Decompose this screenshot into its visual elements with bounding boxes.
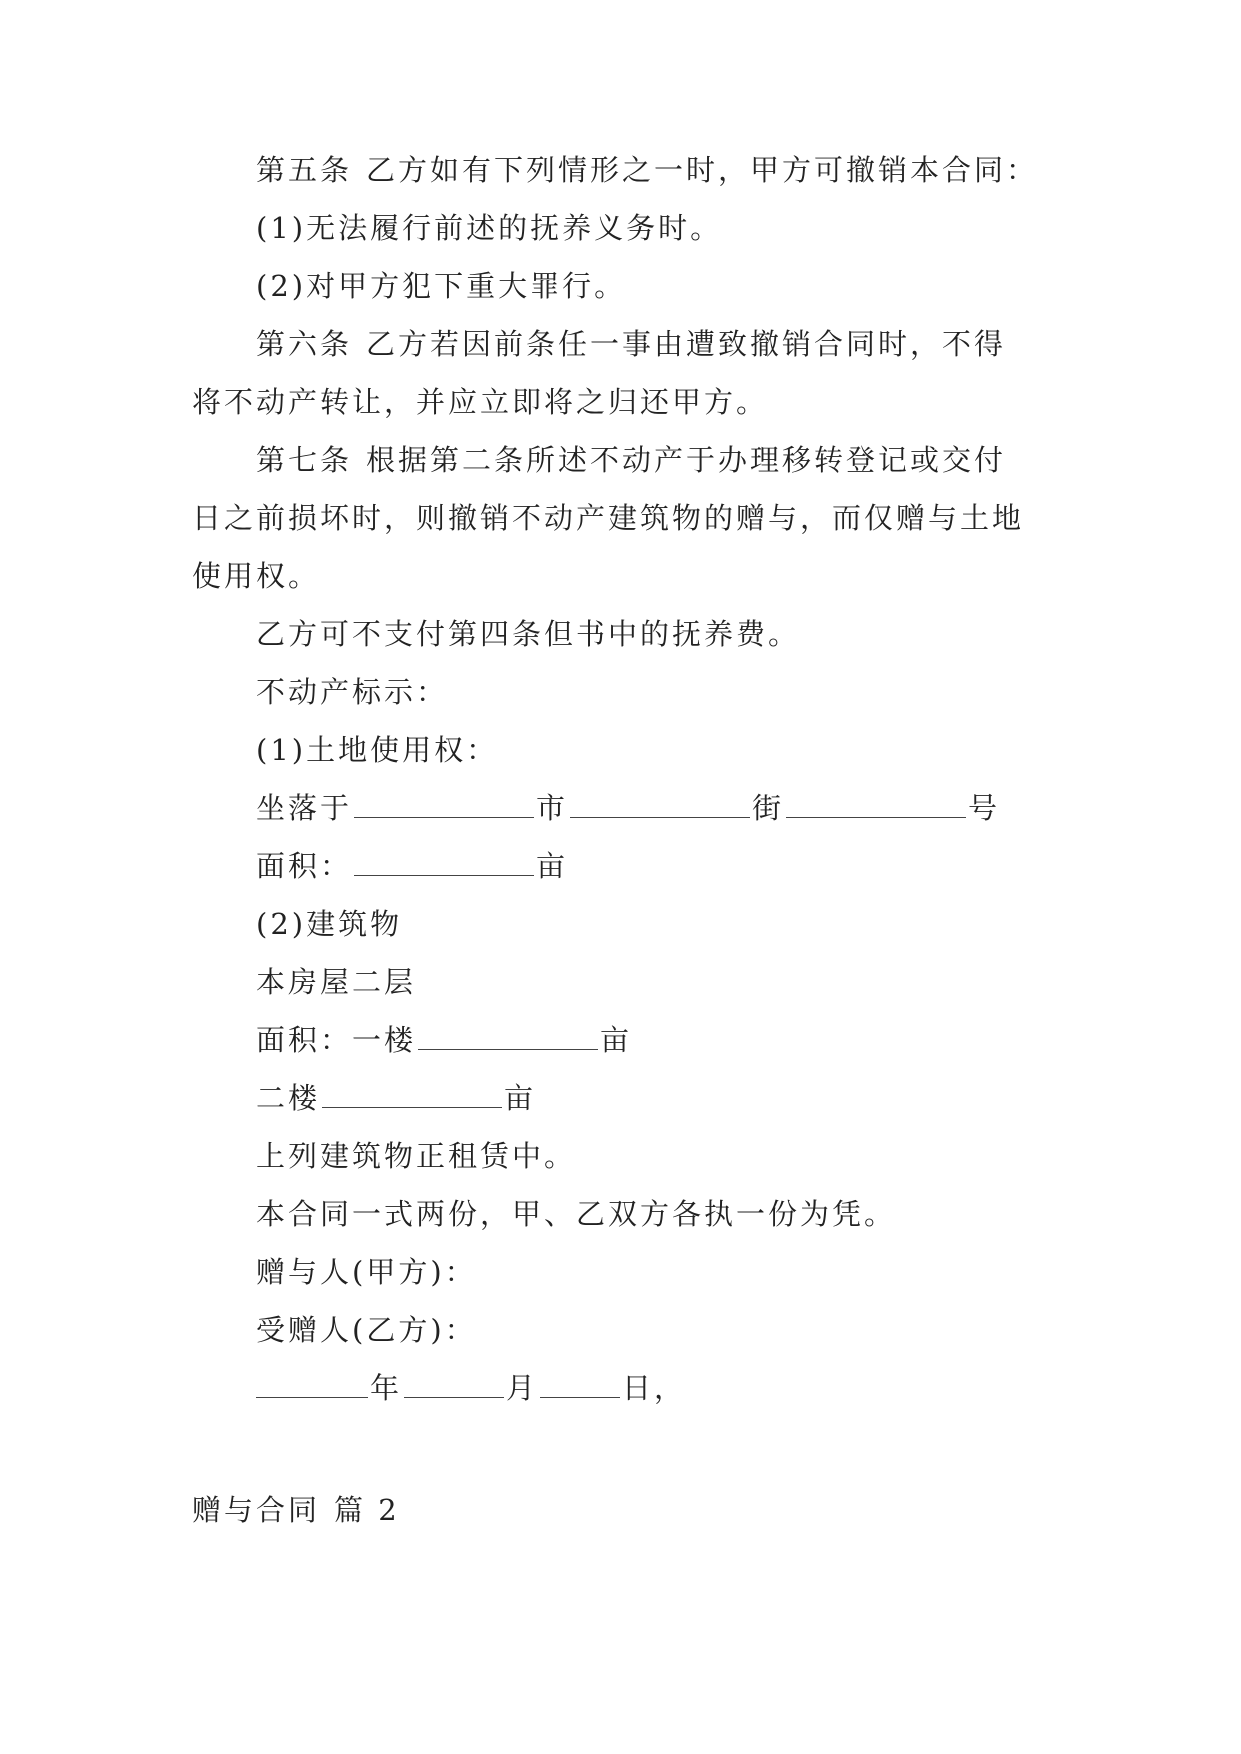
location-street-label: 街 bbox=[752, 791, 785, 825]
floor-1-area-line bbox=[256, 1020, 632, 1060]
date-day-label: 日， bbox=[622, 1371, 687, 1405]
floor-1-unit: 亩 bbox=[600, 1023, 633, 1057]
date-year-label: 年 bbox=[370, 1371, 403, 1405]
floor-2-area-line bbox=[256, 1078, 536, 1118]
location-blank-1 bbox=[354, 793, 534, 818]
article-5-text: 乙方如有下列情形之一时，甲方可撤销本合同： bbox=[366, 153, 1039, 187]
location-blank-2 bbox=[570, 793, 750, 818]
section-2-heading bbox=[192, 1490, 400, 1530]
article-5-item-2: (2)对甲方犯下重大罪行。 bbox=[256, 269, 627, 303]
article-7-text-cont-1: 日之前损坏时，则撤销不动产建筑物的赠与，而仅赠与土地 bbox=[192, 501, 1025, 535]
article-5-title: 第五条 bbox=[256, 153, 353, 187]
copies-note: 本合同一式两份，甲、乙双方各执一份为凭。 bbox=[256, 1197, 897, 1231]
area-unit: 亩 bbox=[536, 849, 569, 883]
article-7-title: 第七条 bbox=[256, 443, 353, 477]
donee-signature-label: 受赠人(乙方)： bbox=[256, 1313, 477, 1347]
location-label: 坐落于 bbox=[256, 791, 353, 825]
article-6-text: 乙方若因前条任一事由遭致撤销合同时，不得 bbox=[366, 327, 1007, 361]
land-heading: (1)土地使用权： bbox=[256, 733, 499, 767]
floor-1-label: 面积：一楼 bbox=[256, 1023, 417, 1057]
article-7-text: 根据第二条所述不动产于办理移转登记或交付 bbox=[366, 443, 1007, 477]
date-year-blank bbox=[256, 1373, 368, 1398]
article-5 bbox=[256, 150, 1038, 190]
building-heading: (2)建筑物 bbox=[256, 907, 403, 941]
date-month-blank bbox=[404, 1373, 504, 1398]
location-line bbox=[256, 788, 1000, 828]
area-blank bbox=[354, 851, 534, 876]
date-day-blank bbox=[540, 1373, 620, 1398]
article-7-text-cont-2: 使用权。 bbox=[192, 559, 321, 593]
floor-2-blank bbox=[322, 1083, 502, 1108]
donor-signature-label: 赠与人(甲方)： bbox=[256, 1255, 477, 1289]
property-heading: 不动产标示： bbox=[256, 675, 449, 709]
section-2-number: 篇 2 bbox=[334, 1493, 400, 1527]
floor-1-blank bbox=[418, 1025, 598, 1050]
article-6-text-cont: 将不动产转让，并应立即将之归还甲方。 bbox=[192, 385, 769, 419]
floor-2-label: 二楼 bbox=[256, 1081, 321, 1115]
lease-note: 上列建筑物正租赁中。 bbox=[256, 1139, 577, 1173]
location-city-label: 市 bbox=[536, 791, 569, 825]
area-label: 面积： bbox=[256, 849, 353, 883]
article-6 bbox=[256, 324, 1006, 364]
area-line bbox=[256, 846, 568, 886]
date-line bbox=[256, 1368, 686, 1408]
floor-2-unit: 亩 bbox=[504, 1081, 537, 1115]
location-blank-3 bbox=[786, 793, 966, 818]
location-number-label: 号 bbox=[968, 791, 1001, 825]
section-2-title: 赠与合同 bbox=[192, 1493, 321, 1527]
building-floors: 本房屋二层 bbox=[256, 965, 417, 999]
article-5-item-1: (1)无法履行前述的抚养义务时。 bbox=[256, 211, 723, 245]
article-7 bbox=[256, 440, 1006, 480]
article-7-note: 乙方可不支付第四条但书中的抚养费。 bbox=[256, 617, 801, 651]
article-6-title: 第六条 bbox=[256, 327, 353, 361]
date-month-label: 月 bbox=[506, 1371, 539, 1405]
